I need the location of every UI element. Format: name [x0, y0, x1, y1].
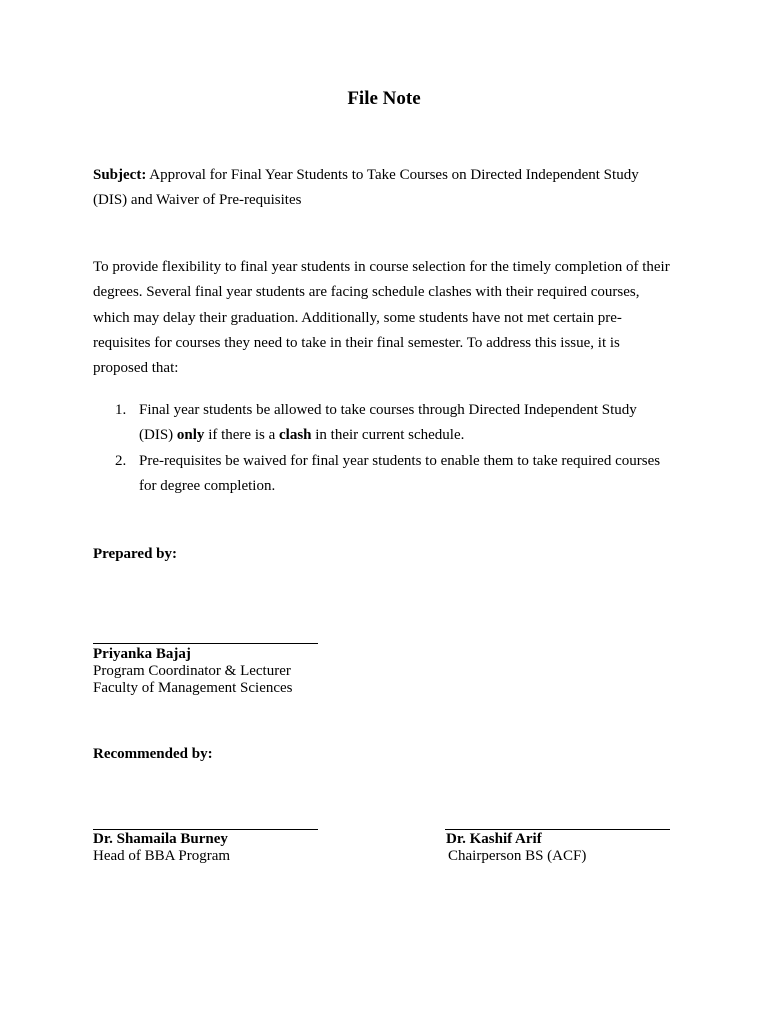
preparer-name: Priyanka Bajaj [93, 646, 191, 662]
proposal-1-bold-only: only [176, 427, 205, 444]
proposal-1-text-a: Final year students be allowed to take courses through Directed Independent Study (DIS) [139, 402, 637, 444]
subject-label: Subject: [93, 167, 147, 183]
proposal-1-bold-clash: clash [279, 427, 312, 444]
proposal-1-text-b: if there is a [204, 427, 279, 444]
proposal-item-1 [93, 398, 673, 449]
subject-text: Approval for Final Year Students to Take Courses on Directed Independent Study (DIS) and Waiver of Pre-requisites [93, 167, 639, 208]
recommender-1-title: Head of BBA Program [93, 848, 231, 864]
subject-paragraph [93, 163, 673, 213]
proposal-item-2 [93, 449, 673, 500]
preparer-signature-line [93, 643, 318, 644]
recommender-1-signature-block [93, 831, 230, 865]
document-title: File Note [347, 88, 421, 109]
preparer-title: Program Coordinator & Lecturer [93, 663, 291, 679]
recommender-2-signature-line [445, 829, 670, 830]
proposal-number-2: 2. [115, 452, 127, 469]
recommender-2-name: Dr. Kashif Arif [446, 831, 542, 847]
intro-paragraph: To provide flexibility to final year students in course selection for the timely completion of their degrees. Several final year students are facing schedule clashes with their required courses, which may delay their graduation. Additionally, some students have not met certain pre-requisites for courses they need to take in their final semester. To address this issue, it is proposed that: [93, 259, 670, 377]
preparer-signature-block [93, 646, 293, 697]
recommender-1-signature-line [93, 829, 318, 830]
proposal-list [93, 398, 673, 499]
proposal-number-1: 1. [115, 402, 127, 418]
recommender-2-signature-block [446, 831, 586, 865]
proposal-1-text-c: in their current schedule. [311, 427, 465, 444]
proposal-2-text: Pre-requisites be waived for final year students to enable them to take required courses for degree completion. [139, 452, 661, 494]
recommender-1-name: Dr. Shamaila Burney [93, 831, 228, 847]
preparer-department: Faculty of Management Sciences [93, 680, 293, 696]
recommender-2-title: Chairperson BS (ACF) [448, 848, 587, 864]
prepared-by-label: Prepared by: [93, 546, 178, 562]
recommended-by-label: Recommended by: [93, 746, 213, 762]
